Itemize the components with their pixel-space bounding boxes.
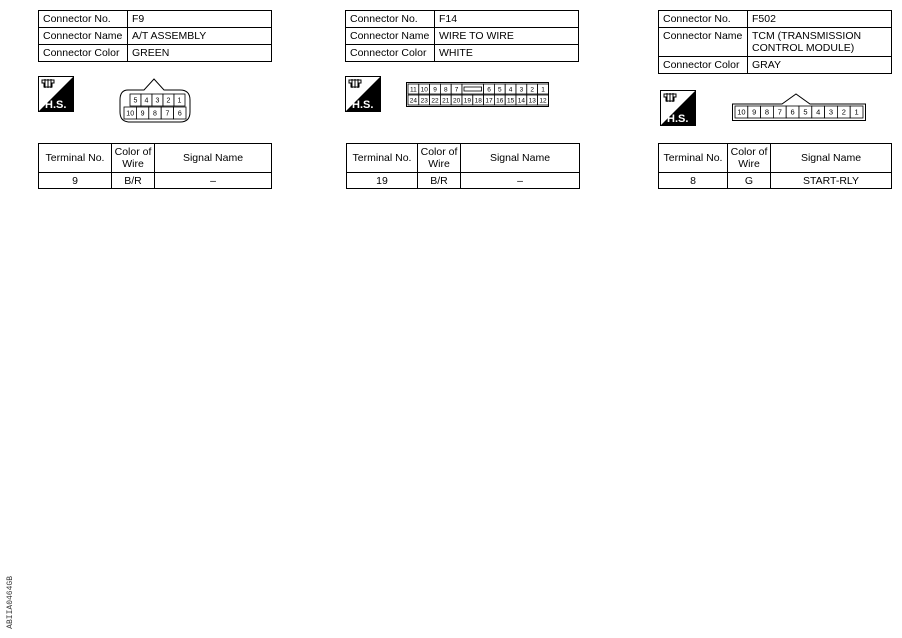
connector-info-table xyxy=(658,10,892,74)
connector-name-value: A/T ASSEMBLY xyxy=(128,28,272,45)
hs-label: H.S. xyxy=(352,99,374,111)
pin-label: 7 xyxy=(777,107,782,117)
connector-no-label: Connector No. xyxy=(39,11,128,28)
connector-color-label: Connector Color xyxy=(39,45,128,62)
terminal-table-f14 xyxy=(346,143,580,189)
pin-label: 22 xyxy=(431,97,439,105)
terminal-table-f502 xyxy=(658,143,892,189)
signal-name-cell: – xyxy=(461,173,580,189)
pin-label: 4 xyxy=(816,107,821,117)
pin-label: 19 xyxy=(463,97,472,105)
connector-name-label: Connector Name xyxy=(659,28,748,57)
wire-color-cell: B/R xyxy=(112,173,155,189)
pin-label: 7 xyxy=(165,110,170,118)
terminal-no-header: Terminal No. xyxy=(39,144,112,173)
connector-block-f9 xyxy=(38,10,272,62)
wire-color-header: Color of Wire xyxy=(728,144,771,173)
connector-face-f14 xyxy=(406,82,550,108)
pin-label: 6 xyxy=(790,107,795,117)
pin-label: 23 xyxy=(420,97,428,105)
connector-block-f502 xyxy=(658,10,892,74)
signal-name-header: Signal Name xyxy=(461,144,580,173)
connector-no-label: Connector No. xyxy=(659,11,748,28)
pin-label: 8 xyxy=(443,86,448,94)
connector-color-label: Connector Color xyxy=(659,57,748,74)
connector-face-f9 xyxy=(118,76,198,124)
pin-label: 3 xyxy=(519,86,524,94)
connector-name-value: WIRE TO WIRE xyxy=(435,28,579,45)
pin-label: 11 xyxy=(410,86,417,94)
pin-label: 14 xyxy=(517,97,526,105)
harness-side-icon xyxy=(38,76,74,112)
key-slot-mark xyxy=(464,87,482,91)
connector-color-label: Connector Color xyxy=(346,45,435,62)
pin-label: 24 xyxy=(409,97,418,105)
signal-name-header: Signal Name xyxy=(155,144,272,173)
signal-name-cell: – xyxy=(155,173,272,189)
pin-label: 17 xyxy=(485,97,493,105)
signal-name-header: Signal Name xyxy=(771,144,892,173)
pin-label: 18 xyxy=(474,97,482,105)
pin-label: 2 xyxy=(166,97,171,105)
pin-label: 9 xyxy=(140,110,145,118)
signal-name-cell: START-RLY xyxy=(771,173,892,189)
wire-color-cell: B/R xyxy=(418,173,461,189)
pin-label: 5 xyxy=(803,107,808,117)
pin-label: 2 xyxy=(841,107,846,117)
connector-no-label: Connector No. xyxy=(346,11,435,28)
pin-label: 4 xyxy=(144,97,149,105)
pin-label: 2 xyxy=(530,86,535,94)
connector-no-value: F502 xyxy=(748,11,892,28)
pin-label: 1 xyxy=(177,97,182,105)
pin-label: 13 xyxy=(528,97,536,105)
table-row xyxy=(659,173,892,189)
pin-label: 5 xyxy=(133,97,138,105)
pin-label: 12 xyxy=(539,97,547,105)
pin-label: 9 xyxy=(752,107,757,117)
pin-label: 6 xyxy=(487,86,491,94)
connector-color-value: GRAY xyxy=(748,57,892,74)
pin-label: 15 xyxy=(506,97,515,105)
connector-no-value: F9 xyxy=(128,11,272,28)
harness-side-icon xyxy=(345,76,381,112)
pin-label: 3 xyxy=(155,97,160,105)
pin-label: 10 xyxy=(737,107,746,117)
pin-label: 7 xyxy=(454,86,459,94)
pin-label: 1 xyxy=(854,107,859,117)
terminal-no-cell: 8 xyxy=(659,173,728,189)
hs-label: H.S. xyxy=(667,113,689,125)
pin-label: 10 xyxy=(126,110,135,118)
pin-label: 9 xyxy=(433,86,437,94)
pin-label: 5 xyxy=(497,86,502,94)
pin-label: 21 xyxy=(442,97,450,105)
wire-color-cell: G xyxy=(728,173,771,189)
wire-color-header: Color of Wire xyxy=(112,144,155,173)
hs-label: H.S. xyxy=(45,99,67,111)
connector-info-table xyxy=(345,10,579,62)
table-row xyxy=(39,173,272,189)
pin-label: 4 xyxy=(508,86,513,94)
connector-block-f14 xyxy=(345,10,579,62)
connector-name-label: Connector Name xyxy=(346,28,435,45)
connector-no-value: F14 xyxy=(435,11,579,28)
pin-label: 8 xyxy=(764,107,770,117)
image-code: ABIIA0464GB xyxy=(6,576,15,629)
pin-label: 6 xyxy=(177,110,182,118)
connector-color-value: WHITE xyxy=(435,45,579,62)
pin-label: 20 xyxy=(452,97,461,105)
pin-label: 16 xyxy=(496,97,504,105)
connector-info-table xyxy=(38,10,272,62)
wire-color-header: Color of Wire xyxy=(418,144,461,173)
pin-label: 1 xyxy=(541,86,545,94)
connector-name-label: Connector Name xyxy=(39,28,128,45)
harness-side-icon xyxy=(660,90,696,126)
terminal-no-header: Terminal No. xyxy=(347,144,418,173)
table-row xyxy=(347,173,580,189)
terminal-no-header: Terminal No. xyxy=(659,144,728,173)
connector-color-value: GREEN xyxy=(128,45,272,62)
terminal-table-f9 xyxy=(38,143,272,189)
pin-label: 10 xyxy=(420,86,428,94)
connector-face-f502 xyxy=(732,92,868,122)
terminal-no-cell: 9 xyxy=(39,173,112,189)
pin-label: 3 xyxy=(828,107,834,117)
connector-name-value: TCM (TRANSMISSION CONTROL MODULE) xyxy=(748,28,892,57)
pin-label: 8 xyxy=(153,110,157,118)
terminal-no-cell: 19 xyxy=(347,173,418,189)
